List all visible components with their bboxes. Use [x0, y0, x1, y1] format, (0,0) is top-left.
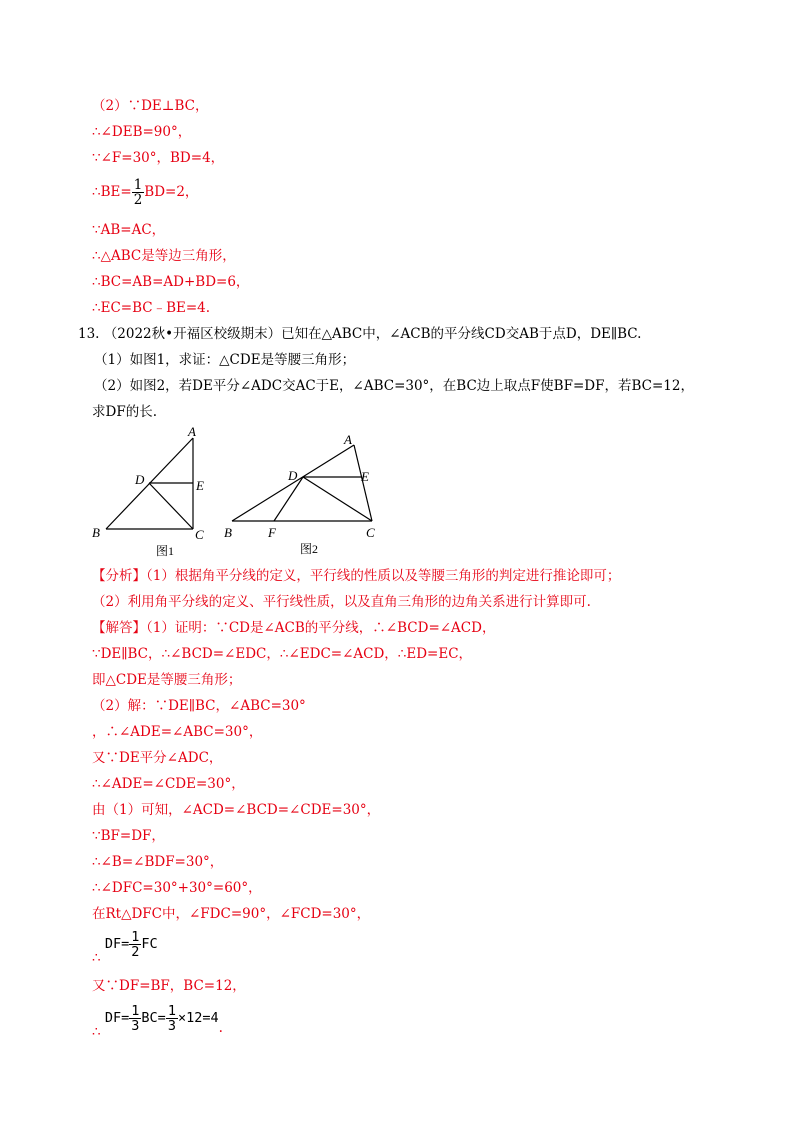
solution-line-2: ∵DE∥BC，∴∠BCD=∠EDC，∴∠EDC=∠ACD，∴ED=EC， — [92, 646, 473, 662]
eq2-mid: BC= — [141, 1010, 166, 1026]
solution-line-7: ∴∠ADE=∠CDE=30°， — [92, 776, 245, 792]
prev-be-fraction — [132, 178, 145, 207]
question-2b: 求DF的长. — [92, 404, 157, 420]
prev-line-4: ∵AB=AC， — [92, 222, 166, 238]
eq2-fraction-2 — [166, 1004, 178, 1033]
fraction-numerator: 1 — [131, 1003, 140, 1019]
fraction-denominator: 2 — [131, 944, 140, 960]
fraction-denominator: 3 — [167, 1018, 176, 1034]
eq2-right: ×12=4 — [177, 1010, 219, 1026]
solution-line-11: ∴∠DFC=30°+30°=60°， — [92, 880, 262, 896]
problem-stem — [78, 324, 641, 344]
equation-2 — [92, 1003, 223, 1040]
solution-line-1: 【解答】（1）证明：∵CD是∠ACB的平分线，∴∠BCD=∠ACD， — [92, 620, 496, 636]
solution-line-3: 即△CDE是等腰三角形； — [92, 672, 242, 688]
fraction-denominator: 3 — [131, 1018, 140, 1034]
eq2-left: DF= — [104, 1010, 130, 1026]
fraction-numerator: 1 — [167, 1003, 176, 1019]
therefore-symbol: ∴ — [92, 950, 101, 966]
figure-2 — [220, 420, 390, 560]
fig1-label-e: E — [196, 478, 204, 493]
solution-line-8: 由（1）可知，∠ACD=∠BCD=∠CDE=30°， — [92, 802, 381, 818]
question-1: （1）如图1，求证：△CDE是等腰三角形； — [94, 352, 356, 368]
therefore-symbol: ∴ — [92, 1024, 101, 1040]
fraction-numerator: 1 — [131, 929, 140, 945]
eq2-fraction-1 — [129, 1004, 141, 1033]
prev-line-3: ∵∠F=30°，BD=4， — [92, 150, 225, 166]
fig1-label-b: B — [92, 525, 100, 540]
fig1-caption: 图1 — [156, 544, 175, 558]
fig1-label-d: D — [135, 472, 145, 487]
fig2-label-d: D — [288, 468, 298, 483]
solution-line-again: 又∵DF=BF，BC=12， — [92, 978, 246, 994]
fraction-denominator: 2 — [133, 192, 143, 208]
prev-line-5: ∴△ABC是等边三角形， — [92, 248, 236, 264]
solution-line-6: 又∵DE平分∠ADC， — [92, 750, 223, 766]
prev-be-suffix: BD=2， — [144, 184, 199, 200]
eq1-fraction — [129, 930, 141, 959]
prev-be-prefix: ∴BE= — [92, 184, 132, 200]
prev-line-2: ∴∠DEB=90°， — [92, 124, 192, 140]
prev-line-1: （2）∵DE⊥BC， — [92, 98, 209, 114]
fig2-segment-ba — [232, 445, 354, 521]
analysis-line-1: 【分析】（1）根据角平分线的定义，平行线的性质以及等腰三角形的判定进行推论即可； — [92, 568, 621, 584]
question-2a: （2）如图2，若DE平分∠ADC交AC于E，∠ABC=30°，在BC边上取点F使BF=DF，若BC=12， — [94, 378, 694, 394]
solution-line-5: ，∴∠ADE=∠ABC=30°， — [92, 724, 263, 740]
fig2-label-e: E — [361, 469, 369, 484]
prev-be-line — [92, 178, 198, 207]
fig2-caption: 图2 — [300, 542, 319, 556]
fig1-label-c: C — [195, 527, 204, 542]
fig1-label-a: A — [188, 424, 196, 439]
equation-1 — [92, 929, 158, 966]
problem-number: 13. — [78, 326, 100, 342]
fraction-numerator: 1 — [133, 177, 143, 193]
fig1-segment-dc — [149, 483, 193, 529]
fig2-segment-df — [274, 477, 303, 521]
problem-text: 已知在△ABC中，∠ACB的平分线CD交AB于点D，DE∥BC. — [281, 326, 642, 342]
solution-line-10: ∴∠B=∠BDF=30°， — [92, 854, 224, 870]
solution-line-4: （2）解：∵DE∥BC，∠ABC=30° — [92, 698, 306, 714]
eq1-right: FC — [141, 936, 158, 952]
prev-line-7: ∴EC=BC﹣BE=4. — [92, 300, 211, 316]
solution-line-12: 在Rt△DFC中，∠FDC=90°，∠FCD=30°， — [92, 906, 371, 922]
solution-line-9: ∵BF=DF， — [92, 828, 165, 844]
problem-source: （2022秋•开福区校级期末） — [103, 326, 282, 342]
prev-line-6: ∴BC=AB=AD+BD=6， — [92, 274, 250, 290]
fig2-label-a: A — [344, 432, 352, 447]
figure-1 — [80, 420, 220, 560]
eq2-end: . — [218, 1020, 223, 1036]
fig2-label-b: B — [224, 525, 232, 540]
fig2-label-f: F — [268, 525, 276, 540]
fig2-label-c: C — [366, 525, 375, 540]
eq1-left: DF= — [104, 936, 130, 952]
analysis-line-2: （2）利用角平分线的定义、平行线性质，以及直角三角形的边角关系进行计算即可. — [92, 594, 591, 610]
